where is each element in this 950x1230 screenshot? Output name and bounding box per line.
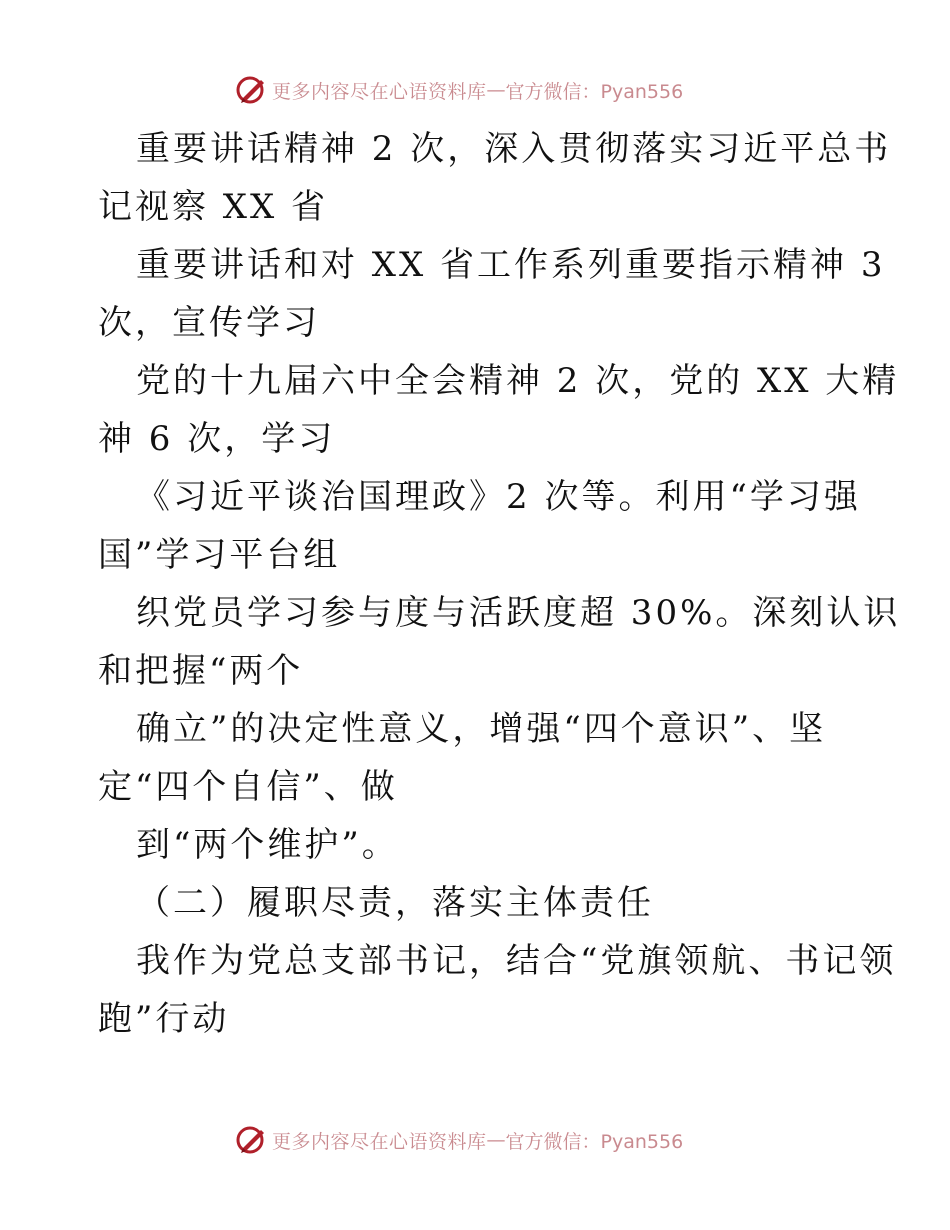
text-line: 记视察 XX 省 bbox=[98, 187, 329, 227]
header-banner bbox=[234, 72, 683, 108]
text-line: 《习近平谈治国理政》2 次等。利用“学习强 bbox=[136, 477, 861, 517]
text-line: 次，宣传学习 bbox=[98, 303, 320, 343]
text-line: 和把握“两个 bbox=[98, 651, 304, 691]
text-line: 党的十九届六中全会精神 2 次，党的 XX 大精 bbox=[136, 361, 900, 401]
text-line: 重要讲话和对 XX 省工作系列重要指示精神 3 bbox=[136, 245, 886, 285]
text-line: 确立”的决定性意义，增强“四个意识”、坚 bbox=[136, 709, 827, 749]
pen-logo-icon bbox=[234, 73, 268, 107]
text-line: 定“四个自信”、做 bbox=[98, 767, 398, 807]
banner-separator: — bbox=[486, 1129, 506, 1151]
text-line: 国”学习平台组 bbox=[98, 535, 341, 575]
pen-logo-icon bbox=[234, 1123, 268, 1157]
text-line: 跑”行动 bbox=[98, 999, 230, 1039]
banner-separator: — bbox=[486, 79, 506, 101]
text-line: 我作为党总支部书记，结合“党旗领航、书记领 bbox=[136, 941, 897, 981]
banner-wechat-text: 官方微信：Pyan556 bbox=[505, 80, 684, 103]
banner-wechat-text: 官方微信：Pyan556 bbox=[505, 1130, 684, 1153]
text-line: 重要讲话精神 2 次，深入贯彻落实习近平总书 bbox=[136, 129, 892, 169]
text-line: 织党员学习参与度与活跃度超 30%。深刻认识 bbox=[136, 593, 901, 633]
text-line: （二）履职尽责，落实主体责任 bbox=[136, 883, 654, 923]
text-line: 神 6 次，学习 bbox=[98, 419, 336, 459]
text-line: 到“两个维护”。 bbox=[136, 825, 399, 865]
footer-banner bbox=[234, 1122, 683, 1158]
banner-site-text: 更多内容尽在心语资料库 bbox=[272, 1130, 487, 1153]
banner-site-text: 更多内容尽在心语资料库 bbox=[272, 80, 487, 103]
document-body bbox=[98, 120, 901, 1048]
